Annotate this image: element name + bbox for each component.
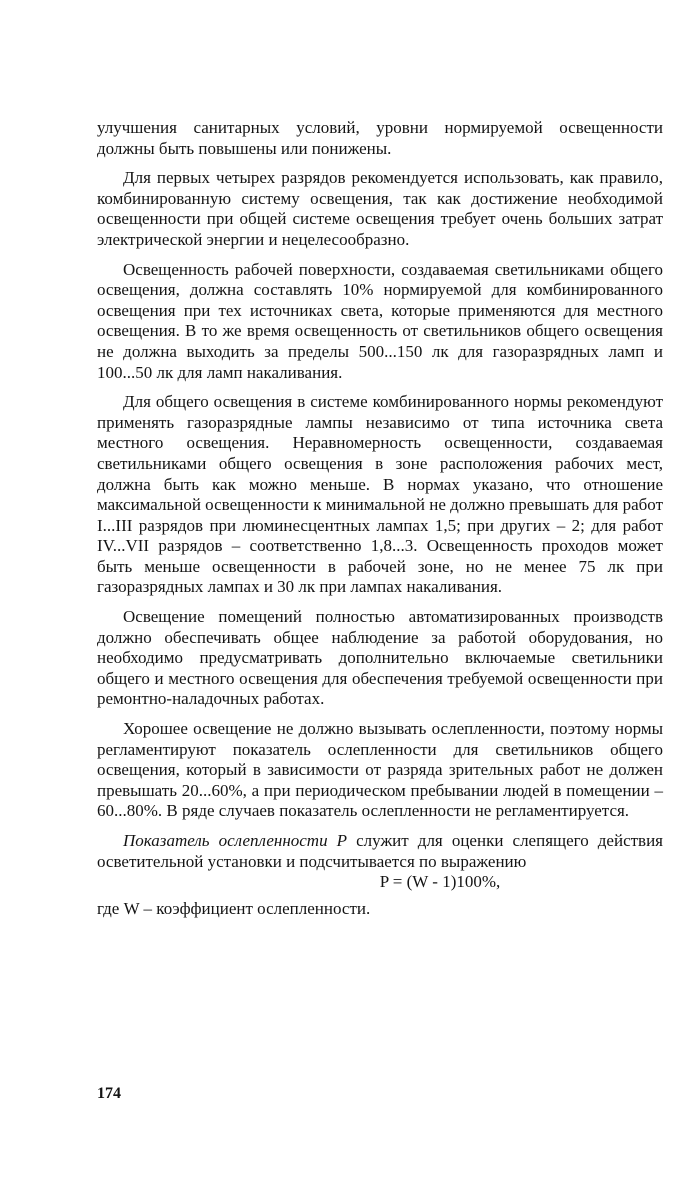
glare-formula: P = (W - 1)100%,: [379, 872, 501, 892]
paragraph-work-surface-illuminance: Освещенность рабочей поверхности, создаваемая светильниками общего освещения, должна составлять 10% нормируемой для комбинированного освещения при тех источниках света, которые применяются для местного освещения. В то же время освещенность от светильников общего освещения не должна выходить за пределы 500...150 лк для газоразрядных ламп и 100...50 лк для ламп накаливания.: [97, 259, 663, 382]
paragraph-general-lighting-norms: Для общего освещения в системе комбинированного нормы рекомендуют применять газоразрядные лампы независимо от типа источника света местного освещения. Неравномерность освещенности, создаваемая светильниками общего освещения в зоне расположения рабочих мест, должна быть как можно меньше. В нормах указано, что отношение максимальной освещенности к минимальной не должно превышать для работ I...III разрядов при люминесцентных лампах 1,5; при других – 2; для работ IV...VII разрядов – соответственно 1,8...3. Освещенность проходов может быть меньше освещенности в рабочей зоне, но не менее 75 лк при газоразрядных лампах и 30 лк при лампах накаливания.: [97, 392, 663, 597]
paragraph-automated-production: Освещение помещений полностью автоматизированных производств должно обеспечивать общее наблюдение за работой оборудования, но необходимо предусматривать дополнительно включаемые светильники общего и местного освещения для обеспечения требуемой освещенности при ремонтно-наладочных работах.: [97, 607, 663, 709]
glare-index-term: Показатель ослепленности P: [123, 831, 348, 850]
paragraph-combined-system: Для первых четырех разрядов рекомендуется использовать, как правило, комбинированную систему освещения, так как достижение необходимой освещенности при общей системе освещения требует очень больших затрат электрической энергии и нецелесообразно.: [97, 168, 663, 249]
page-body: [97, 118, 663, 919]
formula-legend: где W – коэффициент ослепленности.: [97, 898, 371, 918]
paragraph-glare: Хорошее освещение не должно вызывать ослепленности, поэтому нормы регламентируют показатель ослепленности для светильников общего освещения, который в зависимости от разряда зрительных работ не должен превышать 20...60%, а при периодическом пребывании людей в помещении – 60...80%. В ряде случаев показатель ослепленности не регламентируется.: [97, 719, 663, 821]
paragraph-continuation: улучшения санитарных условий, уровни нормируемой освещенности должны быть повышены или понижены.: [97, 118, 663, 158]
page-number: 174: [97, 1085, 121, 1102]
glare-index-description: служит для оценки слепящего действия осветительной установки и подсчитывается по выражению: [97, 831, 663, 871]
paragraph-glare-index: [97, 831, 663, 872]
